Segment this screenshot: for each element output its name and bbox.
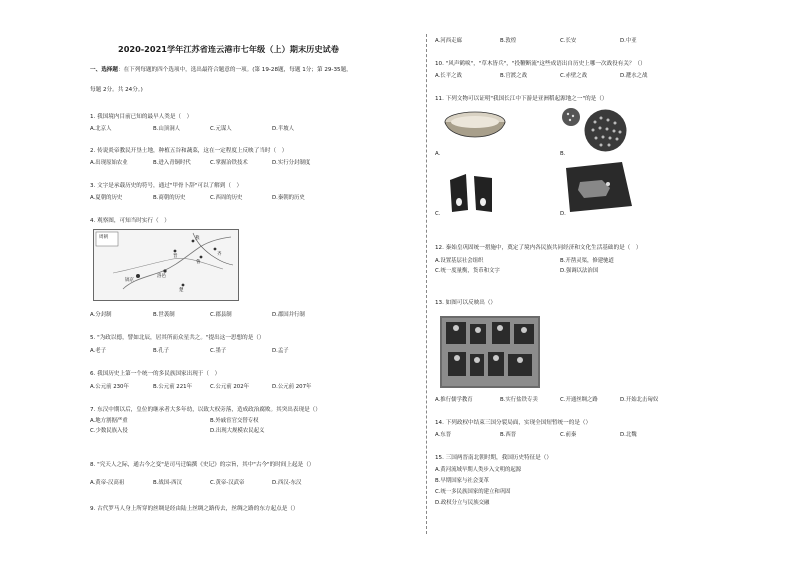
q12-option-d[interactable]: D.强调以法治国: [560, 268, 599, 274]
q11-option-c[interactable]: C.: [435, 211, 441, 217]
q7-option-d[interactable]: D.出现大规模农民起义: [210, 428, 265, 434]
q11-option-b[interactable]: B.: [560, 151, 566, 157]
q8-option-a[interactable]: A.黄帝-汉高祖: [90, 480, 125, 486]
q3-option-d[interactable]: D.秦朝的历史: [272, 195, 305, 201]
question-7-stem: 7. 东汉中期以后，皇位的继承者大多年幼，以致大权旁落，造成政治腐败。其突出表现是（）: [90, 407, 321, 413]
question-3-stem: 3. 文字是承载历史的符号，通过"甲骨卜辞"可以了解到（ ）: [90, 183, 243, 189]
bronze-relief-image[interactable]: [562, 160, 634, 215]
map-label-qi: 齐: [217, 252, 222, 257]
question-5-stem: 5. "为政以德，譬如北辰，居其所而众星共之。"提出这一思想的是（）: [90, 335, 265, 341]
section-heading: 一、选择题: [90, 67, 118, 73]
q15-option-b[interactable]: B.早期国家与社会变革: [435, 478, 489, 484]
zhou-dynasty-map: [93, 229, 239, 301]
q10-option-d[interactable]: D.淝水之战: [620, 73, 648, 79]
q2-option-b[interactable]: B.进入青铜时代: [153, 160, 191, 166]
q10-option-c[interactable]: C.赤壁之战: [560, 73, 588, 79]
q12-option-a[interactable]: A.设置基层社会组织: [435, 258, 484, 264]
question-4-stem: 4. 观察图，可知当时实行（ ）: [90, 218, 170, 224]
q5-option-b[interactable]: B.孔子: [153, 348, 170, 354]
stone-tools-image[interactable]: [446, 170, 498, 216]
q8-option-b[interactable]: B.战国-西汉: [153, 480, 182, 486]
q12-option-c[interactable]: C.统一度量衡，货币和文字: [435, 268, 500, 274]
question-6-stem: 6. 我国历史上第一个统一的多民族国家出现于（ ）: [90, 371, 221, 377]
map-title: 周朝: [99, 235, 108, 240]
map-label-luoyi: 洛邑: [157, 274, 166, 279]
q2-option-d[interactable]: D.实行分封制度: [272, 160, 311, 166]
question-14-stem: 14. 下列政权中结束三国分裂局面，实现全国短暂统一的是（）: [435, 420, 592, 426]
q1-option-b[interactable]: B.山顶洞人: [153, 126, 180, 132]
page-title: 2020-2021学年江苏省连云港市七年级（上）期末历史试卷: [118, 44, 339, 54]
question-10-stem: 10. "风声鹤唳"，"草木皆兵"，"投鞭断流"这些成语出自历史上哪一次战役有关？（）: [435, 61, 646, 67]
section-line-1: [90, 67, 352, 74]
carbonized-rice-small-image[interactable]: [560, 106, 582, 128]
q6-option-a[interactable]: A.公元前 230年: [90, 384, 129, 390]
q14-option-b[interactable]: B.西晋: [500, 432, 517, 438]
q9-option-d[interactable]: D.中亚: [620, 38, 637, 44]
q9-option-c[interactable]: C.长安: [560, 38, 577, 44]
carbonized-rice-image[interactable]: [583, 108, 628, 153]
han-stone-relief-image: [440, 316, 540, 388]
q7-option-a[interactable]: A.地方割据严重: [90, 418, 128, 424]
section-line-2: 每题 2分。共 24分。): [90, 87, 143, 93]
q3-option-a[interactable]: A.夏朝的历史: [90, 195, 123, 201]
q4-option-c[interactable]: C.郡县制: [210, 312, 232, 318]
question-12-stem: 12. 秦始皇巩固统一措施中，奠定了境内各民族共同经济和文化生活基础的是（ ）: [435, 245, 642, 251]
q7-option-c[interactable]: C.少数民族入侵: [90, 428, 128, 434]
column-divider: [426, 34, 427, 534]
q8-option-d[interactable]: D.西汉-东汉: [272, 480, 302, 486]
question-15-stem: 15. 三国两晋南北朝时期，我国历史特征是（）: [435, 455, 552, 461]
q13-option-d[interactable]: D.开始北击匈奴: [620, 397, 659, 403]
pottery-bowl-image[interactable]: [442, 108, 508, 148]
q8-option-c[interactable]: C.黄帝-汉武帝: [210, 480, 245, 486]
question-2-stem: 2. 传说炎帝教民开垦土地，种植五谷和蔬菜，这在一定程度上反映了当时（ ）: [90, 148, 288, 154]
map-label-gaojing: 镐京: [125, 278, 134, 283]
q5-option-a[interactable]: A.老子: [90, 348, 107, 354]
q2-option-c[interactable]: C.掌握冶铁技术: [210, 160, 248, 166]
q15-option-a[interactable]: A.黄河流域早期人类步入文明的起源: [435, 467, 522, 473]
q4-option-d[interactable]: D.郡国并行制: [272, 312, 305, 318]
q3-option-c[interactable]: C.西周的历史: [210, 195, 243, 201]
map-label-jin: 晋: [173, 254, 178, 259]
q14-option-d[interactable]: D.北魏: [620, 432, 637, 438]
q15-option-d[interactable]: D.政权分立与民族交融: [435, 500, 490, 506]
q1-option-c[interactable]: C.元谋人: [210, 126, 232, 132]
q11-option-d[interactable]: D.: [560, 211, 566, 217]
section-instructions: ：在下列每题的四个选项中，选出最符合题意的一项。(第 19-28题，每题 1分；第 29-35题，: [117, 67, 352, 73]
q3-option-b[interactable]: B.商朝的历史: [153, 195, 186, 201]
map-label-yan: 燕: [195, 236, 200, 241]
q15-option-c[interactable]: C.统一多民族国家的建立和巩固: [435, 489, 511, 495]
q6-option-c[interactable]: C.公元前 202年: [210, 384, 250, 390]
q10-option-a[interactable]: A.长平之战: [435, 73, 462, 79]
question-1-stem: 1. 我国境内目前已知的最早人类是（ ）: [90, 114, 193, 120]
q12-option-b[interactable]: B.开凿灵渠，修建驰道: [560, 258, 614, 264]
q4-option-a[interactable]: A.分封制: [90, 312, 112, 318]
q1-option-a[interactable]: A.北京人: [90, 126, 112, 132]
q6-option-b[interactable]: B.公元前 221年: [153, 384, 192, 390]
q7-option-b[interactable]: B.外戚宦官交替专权: [210, 418, 259, 424]
q1-option-d[interactable]: D.半坡人: [272, 126, 295, 132]
q2-option-a[interactable]: A.出现原始农业: [90, 160, 128, 166]
map-label-chu: 楚: [179, 288, 184, 293]
q14-option-a[interactable]: A.东晋: [435, 432, 452, 438]
q5-option-d[interactable]: D.孟子: [272, 348, 289, 354]
q14-option-c[interactable]: C.前秦: [560, 432, 577, 438]
q13-option-b[interactable]: B.实行盐铁专卖: [500, 397, 538, 403]
q9-option-a[interactable]: A.河西走廊: [435, 38, 462, 44]
q9-option-b[interactable]: B.敦煌: [500, 38, 517, 44]
q5-option-c[interactable]: C.墨子: [210, 348, 227, 354]
q13-option-a[interactable]: A.推行儒学教育: [435, 397, 473, 403]
map-label-lu: 鲁: [196, 260, 201, 265]
q4-option-b[interactable]: B.世袭制: [153, 312, 175, 318]
q6-option-d[interactable]: D.公元前 207年: [272, 384, 312, 390]
question-8-stem: 8. "究天人之际，通古今之变"是司马迁编撰《史记》的宗旨，其中"古今"的时间上起是（）: [90, 462, 315, 468]
question-11-stem: 11. 下列文物可以证明"我国长江中下游是亚洲稻起源地之一"的是（）: [435, 96, 608, 102]
q13-option-c[interactable]: C.开通丝绸之路: [560, 397, 598, 403]
q10-option-b[interactable]: B.官渡之战: [500, 73, 527, 79]
question-13-stem: 13. 如图可以反映出（）: [435, 300, 497, 306]
question-9-stem: 9. 古代罗马人身上所穿的丝绸是经由陆上丝绸之路传去，丝绸之路的东方起点是（）: [90, 506, 299, 512]
q11-option-a[interactable]: A.: [435, 151, 441, 157]
